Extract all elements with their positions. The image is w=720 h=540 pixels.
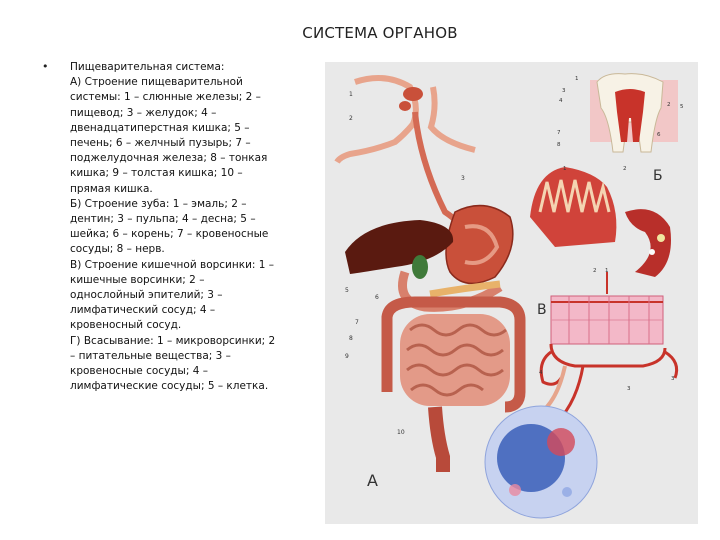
villus-label-2: 2 — [623, 166, 627, 172]
neck-outline — [431, 87, 475, 150]
villus-label-3b: 3 — [627, 386, 631, 392]
digestive-label-7: 7 — [355, 319, 359, 326]
salivary-gland — [403, 87, 423, 101]
paragraph-villus: В) Строение кишечной ворсинки: 1 – кишечные ворсинки; 2 – однослойный эпителий; 3 – лимфатический сосуд; 4 – кровеносный сосуд. — [70, 258, 275, 332]
tooth-label-6: 6 — [657, 132, 661, 138]
villus-label-4: 4 — [539, 370, 543, 376]
bullet-marker: • — [42, 60, 49, 73]
tooth-label-4: 4 — [559, 98, 563, 104]
salivary-gland — [399, 101, 411, 111]
digestive-label-9: 9 — [345, 353, 349, 360]
rectum — [435, 407, 443, 472]
paragraph-heading: Пищеварительная система: — [70, 61, 225, 73]
digestive-system-drawing — [337, 78, 520, 472]
tooth-label-2: 2 — [667, 102, 671, 108]
liver — [345, 220, 453, 274]
paragraph-absorption: Г) Всасывание: 1 – микроворсинки; 2 – питательные вещества; 3 – кровеносные сосуды; 4 – лимфатические сосуды; 5 – клетка. — [70, 334, 276, 393]
cell-organelle — [547, 428, 575, 456]
digestive-label-1: 1 — [349, 91, 353, 98]
slide-title: СИСТЕМА ОРГАНОВ — [302, 24, 458, 42]
tooth-label-1: 1 — [575, 76, 579, 82]
intestine-section — [625, 209, 671, 277]
digestive-label-10: 10 — [397, 429, 405, 436]
anatomy-figure — [325, 62, 698, 524]
body-text — [70, 60, 282, 394]
anatomy-illustration — [325, 62, 698, 524]
panel-label-v: В — [537, 302, 547, 318]
tooth-label-7: 7 — [557, 130, 561, 136]
tooth-label-8: 8 — [557, 142, 561, 148]
villus-label-1: 1 — [563, 166, 567, 172]
digestive-label-3: 3 — [461, 175, 465, 182]
tooth-drawing — [557, 74, 684, 152]
stomach — [446, 206, 513, 284]
villi-drawing — [530, 166, 671, 277]
panel-label-b: Б — [653, 168, 663, 184]
gallbladder — [412, 255, 428, 279]
villus-label-2b: 2 — [593, 268, 597, 274]
tooth-label-5: 5 — [680, 104, 684, 110]
digestive-label-8: 8 — [349, 335, 353, 342]
tooth-label-3: 3 — [562, 88, 566, 94]
small-intestine — [400, 314, 510, 406]
villus-section-drawing — [537, 268, 677, 392]
paragraph-digestive: А) Строение пищеварительной системы: 1 – слюнные железы; 2 – пищевод; 3 – желудок; 4 – двенадцатиперстная кишка; 5 – печень; 6 – желчный пузырь; 7 – поджелудочная железа; 8 – тонкая кишка; 9 – толстая кишка; 10 – прямая кишка. — [70, 76, 268, 195]
blood-vessel-arc — [551, 344, 665, 366]
paragraph-tooth: Б) Строение зуба: 1 – эмаль; 2 – дентин; 3 – пульпа; 4 – десна; 5 – шейка; 6 – корень; 7 – кровеносные сосуды; 8 – нерв. — [70, 197, 269, 256]
cell-drawing — [485, 406, 597, 518]
villus-label-3: 3 — [671, 376, 675, 382]
digestive-label-6: 6 — [375, 294, 379, 301]
panel-label-a: А — [367, 471, 378, 490]
digestive-label-5: 5 — [345, 287, 349, 294]
digestive-label-2: 2 — [349, 115, 353, 122]
villi-cluster — [530, 167, 616, 247]
villus-label-1b: 1 — [605, 268, 609, 274]
